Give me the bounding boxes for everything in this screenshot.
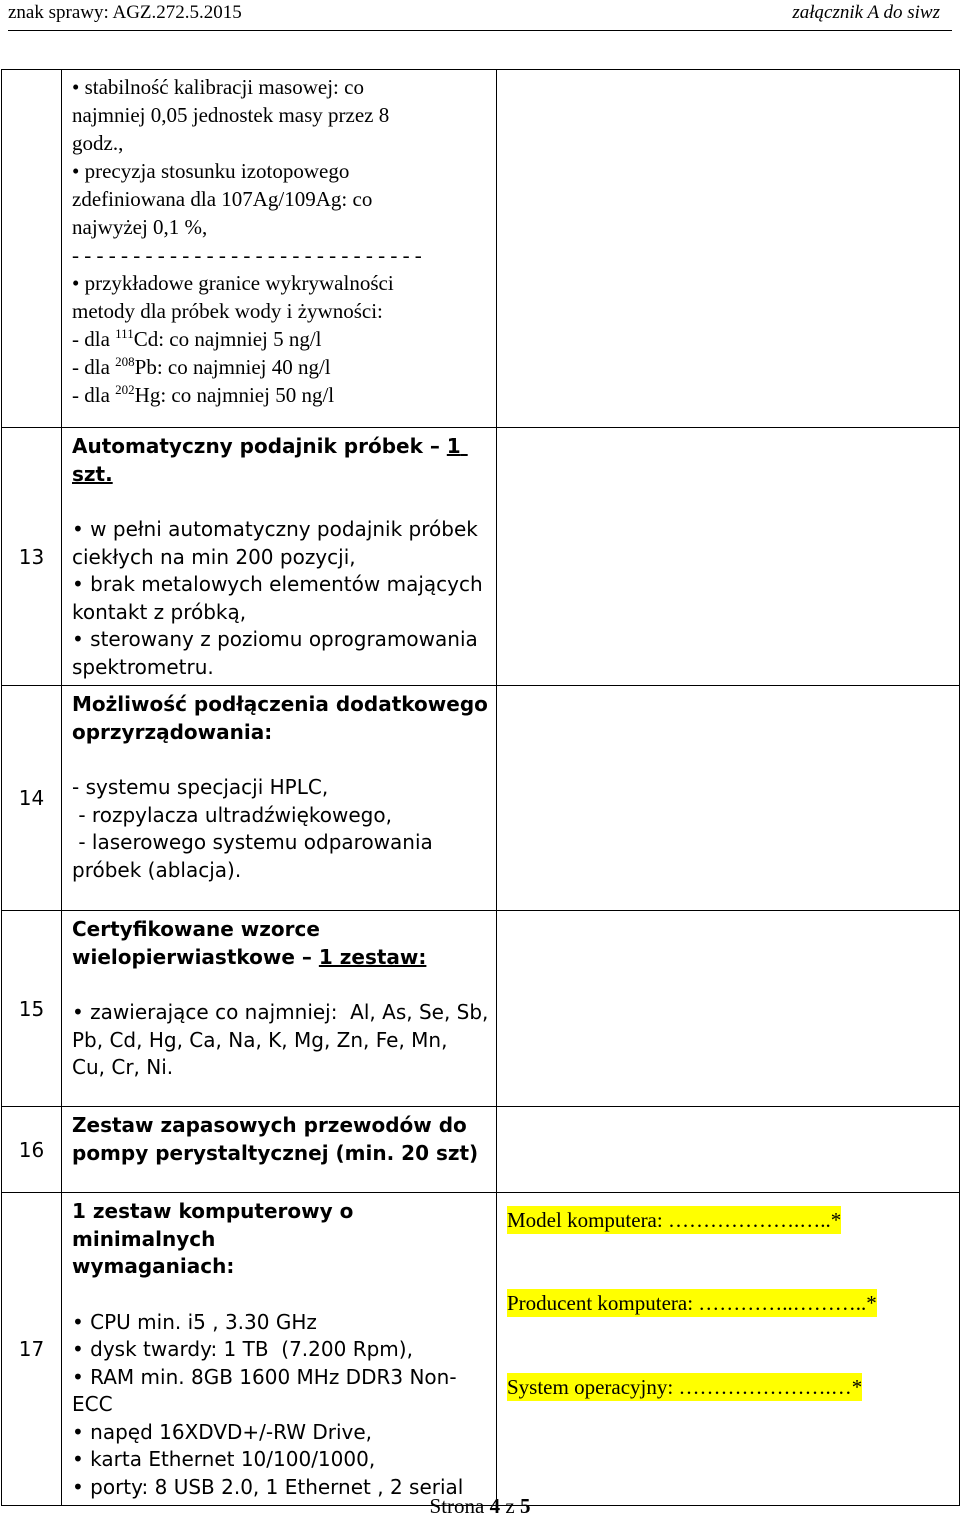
- requirement-line: • napęd 16XDVD+/-RW Drive,: [72, 1419, 373, 1444]
- row-number: 17: [2, 1193, 62, 1506]
- requirement-cell: [62, 1107, 497, 1193]
- row-number: [2, 70, 62, 428]
- item-title: Zestaw zapasowych przewodów do: [72, 1113, 467, 1137]
- isotope-mass: 208: [115, 354, 135, 369]
- offer-cell: [497, 428, 960, 686]
- page-header: [0, 0, 960, 40]
- requirement-line: kontakt z próbką,: [72, 599, 247, 624]
- requirement-line: Pb, Cd, Hg, Ca, Na, K, Mg, Zn, Fe, Mn,: [72, 1027, 448, 1052]
- requirement-line: próbek (ablacja).: [72, 857, 242, 882]
- detection-limit-hg: - dla $^{202}$Hg: co najmniej 50 ng/l: [72, 382, 335, 407]
- model-field[interactable]: Model komputera: ……………….…..*: [507, 1208, 842, 1232]
- detection-limit-pb: - dla $^{208}$Pb: co najmniej 40 ng/l: [72, 354, 331, 379]
- item-title: pompy perystaltycznej (min. 20 szt): [72, 1140, 479, 1165]
- item-title: wymaganiach:: [72, 1254, 235, 1278]
- requirement-line: • karta Ethernet 10/100/1000,: [72, 1447, 376, 1471]
- header-divider: [8, 30, 952, 31]
- offer-cell: [497, 70, 960, 428]
- isotope-mass: 111: [115, 326, 134, 341]
- table-row: [2, 686, 960, 911]
- requirement-line: • RAM min. 8GB 1600 MHz DDR3 Non-: [72, 1364, 457, 1389]
- row-number: 16: [2, 1107, 62, 1193]
- requirement-line: godz.,: [72, 131, 124, 155]
- requirement-line: ECC: [72, 1392, 113, 1416]
- requirement-line: spektrometru.: [72, 654, 214, 679]
- offer-cell: [497, 1193, 960, 1506]
- page-number: 4: [489, 1494, 501, 1518]
- item-title: wielopierwiastkowe – 1 zestaw:: [72, 944, 427, 969]
- requirement-cell: [62, 686, 497, 911]
- row-number: 14: [2, 686, 62, 911]
- requirement-line: • zawierające co najmniej: Al, As, Se, Sb,: [72, 1000, 489, 1024]
- requirement-line: • brak metalowych elementów mających: [72, 572, 483, 596]
- requirement-line: • sterowany z poziomu oprogramowania: [72, 627, 478, 651]
- specification-table: [1, 69, 960, 1506]
- row-number: 13: [2, 428, 62, 686]
- requirement-line: najwyżej 0,1 %,: [72, 215, 208, 239]
- operating-system-field[interactable]: System operacyjny: ………………….…*: [507, 1375, 863, 1399]
- table-row: [2, 70, 960, 428]
- requirement-line: • porty: 8 USB 2.0, 1 Ethernet , 2 serial: [72, 1474, 464, 1499]
- table-row: [2, 1107, 960, 1193]
- page-footer: Strona 4 z 5: [429, 1494, 531, 1518]
- table-row: [2, 428, 960, 686]
- requirement-line: • precyzja stosunku izotopowego: [72, 159, 350, 183]
- requirement-line: - systemu specjacji HPLC,: [72, 775, 329, 799]
- requirement-line: metody dla próbek wody i żywności:: [72, 299, 383, 323]
- offer-cell: [497, 911, 960, 1107]
- requirement-cell: [62, 428, 497, 686]
- requirement-line: - rozpylacza ultradźwiękowego,: [72, 802, 392, 827]
- requirement-line: - laserowego systemu odparowania: [72, 830, 433, 854]
- requirement-line: ciekłych na min 200 pozycji,: [72, 544, 356, 569]
- item-title: Możliwość podłączenia dodatkowego: [72, 692, 488, 716]
- item-title: oprzyrządowania:: [72, 719, 273, 744]
- requirement-cell: [62, 1193, 497, 1506]
- attachment-label: załącznik A do siwz: [792, 2, 940, 23]
- detection-limit-cd: - dla $^{111}$Cd: co najmniej 5 ng/l: [72, 326, 322, 351]
- page-total: 5: [519, 1494, 531, 1518]
- row-number: 15: [2, 911, 62, 1107]
- requirement-line: • CPU min. i5 , 3.30 GHz: [72, 1309, 317, 1334]
- case-reference: znak sprawy: AGZ.272.5.2015: [8, 2, 242, 23]
- requirement-line: Cu, Cr, Ni.: [72, 1055, 174, 1079]
- separator-dashes: - - - - - - - - - - - - - - - - - - - - - - - - - - - - -: [72, 243, 422, 267]
- table-row: [2, 911, 960, 1107]
- isotope-mass: 202: [115, 382, 135, 397]
- requirement-line: • przykładowe granice wykrywalności: [72, 271, 394, 295]
- requirement-line: • dysk twardy: 1 TB (7.200 Rpm),: [72, 1337, 413, 1361]
- requirement-cell: [62, 911, 497, 1107]
- table-row: [2, 1193, 960, 1506]
- requirement-line: • stabilność kalibracji masowej: co: [72, 75, 364, 99]
- requirement-line: zdefiniowana dla 107Ag/109Ag: co: [72, 187, 373, 211]
- requirement-cell: [62, 70, 497, 428]
- requirement-line: najmniej 0,05 jednostek masy przez 8: [72, 103, 390, 127]
- producer-field[interactable]: Producent komputera: …………..………..*: [507, 1291, 877, 1315]
- item-title: 1 zestaw komputerowy o minimalnych: [72, 1199, 361, 1251]
- item-title: Automatyczny podajnik próbek – 1 szt.: [72, 434, 468, 486]
- requirement-line: • w pełni automatyczny podajnik próbek: [72, 517, 478, 541]
- offer-cell: [497, 686, 960, 911]
- item-title: Certyfikowane wzorce: [72, 917, 320, 941]
- offer-cell: [497, 1107, 960, 1193]
